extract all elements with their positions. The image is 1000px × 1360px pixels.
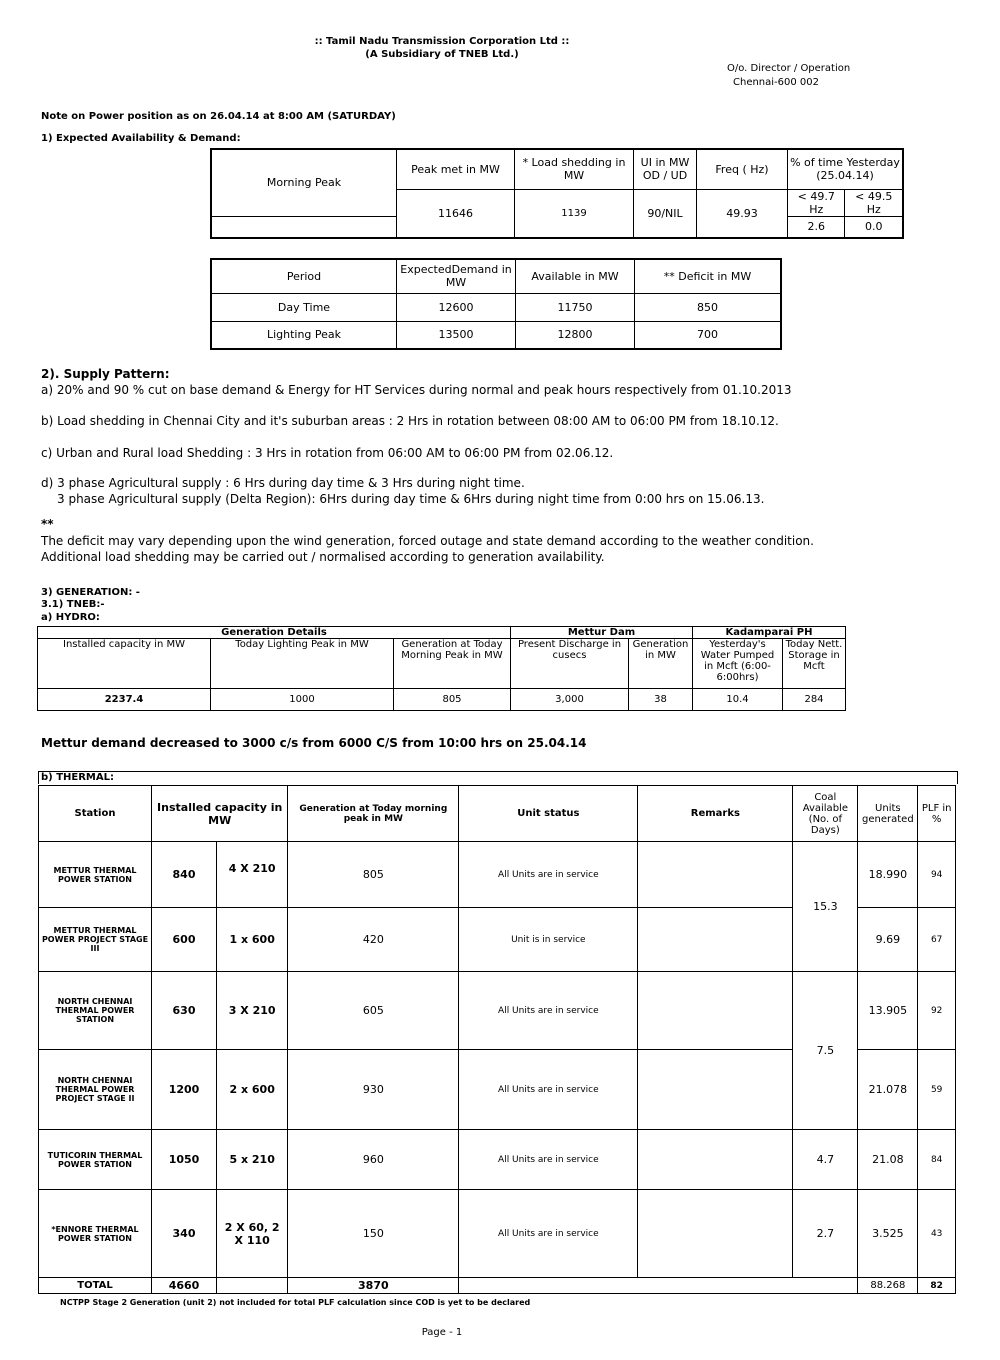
capacity-cell: 1200 bbox=[152, 1050, 217, 1130]
mettur-dam-header: Mettur Dam bbox=[511, 627, 693, 639]
capacity-cell: 1050 bbox=[152, 1130, 217, 1190]
ui-header: UI in MW OD / UD bbox=[634, 149, 697, 189]
morning-gen-header: Generation at Today Morning Peak in MW bbox=[394, 639, 511, 689]
expected-cell: 12600 bbox=[397, 293, 516, 321]
generation-header: Generation at Today morning peak in MW bbox=[288, 786, 459, 842]
deficit-stars: ** bbox=[41, 517, 54, 531]
capacity-cell: 630 bbox=[152, 972, 217, 1050]
deficit-note: The deficit may vary depending upon the wind generation, forced outage and state demand according to the weather condition. Additional load shedding may be carried out / normalised according to generation availability. bbox=[41, 534, 814, 564]
morning-gen-value: 805 bbox=[394, 689, 511, 711]
below-495-value: 0.0 bbox=[845, 216, 903, 238]
units-cell: 9.69 bbox=[858, 908, 918, 972]
total-label: TOTAL bbox=[39, 1278, 152, 1294]
hydro-title: a) HYDRO: bbox=[41, 612, 100, 623]
peak-met-value: 11646 bbox=[397, 189, 515, 238]
peak-met-header: Peak met in MW bbox=[397, 149, 515, 189]
config-cell: 3 X 210 bbox=[217, 972, 288, 1050]
units-cell: 13.905 bbox=[858, 972, 918, 1050]
org-title: :: Tamil Nadu Transmission Corporation Ltd :: bbox=[314, 36, 570, 47]
units-cell: 21.08 bbox=[858, 1130, 918, 1190]
supply-pattern-title: 2). Supply Pattern: bbox=[41, 367, 170, 381]
units-cell: 18.990 bbox=[858, 842, 918, 908]
plf-header: PLF in % bbox=[918, 786, 956, 842]
station-name: METTUR THERMAL POWER STATION bbox=[39, 842, 152, 908]
units-cell: 21.078 bbox=[858, 1050, 918, 1130]
coal-cell: 7.5 bbox=[793, 972, 858, 1130]
section-1-title: 1) Expected Availability & Demand: bbox=[41, 133, 241, 144]
mettur-gen-header: Generation in MW bbox=[629, 639, 693, 689]
unit-status-header: Unit status bbox=[459, 786, 638, 842]
remarks-cell bbox=[638, 972, 793, 1050]
supply-line-a: a) 20% and 90 % cut on base demand & Energy for HT Services during normal and peak hours respectively from 01.10.2013 bbox=[41, 383, 792, 397]
tneb-title: 3.1) TNEB:- bbox=[41, 599, 105, 610]
row-morning-peak: Morning Peak bbox=[211, 149, 397, 216]
installed-capacity-value: 2237.4 bbox=[38, 689, 211, 711]
below-495-header: < 49.5 Hz bbox=[845, 189, 903, 216]
table-row bbox=[39, 1130, 956, 1190]
water-pumped-value: 10.4 bbox=[693, 689, 783, 711]
deficit-cell: 700 bbox=[635, 321, 782, 349]
remarks-header: Remarks bbox=[638, 786, 793, 842]
station-name: NORTH CHENNAI THERMAL POWER PROJECT STAGE II bbox=[39, 1050, 152, 1130]
table-row bbox=[39, 972, 956, 1050]
freq-value: 49.93 bbox=[697, 189, 788, 238]
status-cell: All Units are in service bbox=[459, 1190, 638, 1278]
capacity-cell: 840 bbox=[152, 842, 217, 908]
generation-cell: 960 bbox=[288, 1130, 459, 1190]
office-line-1: O/o. Director / Operation bbox=[727, 63, 851, 74]
plf-cell: 94 bbox=[918, 842, 956, 908]
remarks-cell bbox=[638, 1130, 793, 1190]
supply-line-d1: d) 3 phase Agricultural supply : 6 Hrs during day time & 3 Hrs during night time. bbox=[41, 476, 525, 490]
total-row bbox=[39, 1278, 956, 1294]
station-name: *ENNORE THERMAL POWER STATION bbox=[39, 1190, 152, 1278]
plf-cell: 59 bbox=[918, 1050, 956, 1130]
expected-cell: 13500 bbox=[397, 321, 516, 349]
installed-capacity-header: Installed capacity in MW bbox=[152, 786, 288, 842]
capacity-cell: 340 bbox=[152, 1190, 217, 1278]
config-cell: 2 X 60, 2 X 110 bbox=[217, 1190, 288, 1278]
table-row bbox=[211, 293, 781, 321]
generation-cell: 805 bbox=[288, 842, 459, 908]
config-cell: 4 X 210 bbox=[217, 842, 288, 908]
available-header: Available in MW bbox=[516, 259, 635, 293]
status-cell: All Units are in service bbox=[459, 1130, 638, 1190]
coal-cell: 15.3 bbox=[793, 842, 858, 972]
freq-header: Freq ( Hz) bbox=[697, 149, 788, 189]
installed-capacity-header: Installed capacity in MW bbox=[38, 639, 211, 689]
lighting-peak-header: Today Lighting Peak in MW bbox=[211, 639, 394, 689]
config-cell: 1 x 600 bbox=[217, 908, 288, 972]
remarks-cell bbox=[638, 842, 793, 908]
available-cell: 11750 bbox=[516, 293, 635, 321]
thermal-table bbox=[38, 785, 956, 1294]
note-title: Note on Power position as on 26.04.14 at 8:00 AM (SATURDAY) bbox=[41, 111, 396, 122]
capacity-cell: 600 bbox=[152, 908, 217, 972]
load-shedding-header: * Load shedding in MW bbox=[515, 149, 634, 189]
supply-line-d2: 3 phase Agricultural supply (Delta Region): 6Hrs during day time & 6Hrs during night time from 0:00 hrs on 15.06.13. bbox=[57, 492, 765, 506]
lighting-peak-value: 1000 bbox=[211, 689, 394, 711]
below-497-header: < 49.7 Hz bbox=[788, 189, 845, 216]
table-row bbox=[211, 321, 781, 349]
deficit-cell: 850 bbox=[635, 293, 782, 321]
hydro-table bbox=[37, 626, 846, 711]
water-pumped-header: Yesterday's Water Pumped in Mcft (6:00-6:00hrs) bbox=[693, 639, 783, 689]
org-subtitle: (A Subsidiary of TNEB Ltd.) bbox=[365, 49, 519, 60]
total-units: 88.268 bbox=[858, 1278, 918, 1294]
status-cell: All Units are in service bbox=[459, 972, 638, 1050]
period-cell: Day Time bbox=[211, 293, 397, 321]
config-cell: 2 x 600 bbox=[217, 1050, 288, 1130]
total-generation: 3870 bbox=[288, 1278, 459, 1294]
thermal-title: b) THERMAL: bbox=[38, 771, 958, 784]
plf-cell: 43 bbox=[918, 1190, 956, 1278]
remarks-cell bbox=[638, 908, 793, 972]
deficit-header: ** Deficit in MW bbox=[635, 259, 782, 293]
expected-demand-header: ExpectedDemand in MW bbox=[397, 259, 516, 293]
table-row bbox=[39, 1190, 956, 1278]
total-plf: 82 bbox=[918, 1278, 956, 1294]
table-row bbox=[39, 842, 956, 908]
period-header: Period bbox=[211, 259, 397, 293]
generation-cell: 930 bbox=[288, 1050, 459, 1130]
station-header: Station bbox=[39, 786, 152, 842]
kadamparai-header: Kadamparai PH bbox=[693, 627, 846, 639]
coal-cell: 4.7 bbox=[793, 1130, 858, 1190]
remarks-cell bbox=[638, 1190, 793, 1278]
ui-value: 90/NIL bbox=[634, 189, 697, 238]
available-cell: 12800 bbox=[516, 321, 635, 349]
discharge-value: 3,000 bbox=[511, 689, 629, 711]
mettur-note: Mettur demand decreased to 3000 c/s from 6000 C/S from 10:00 hrs on 25.04.14 bbox=[41, 736, 587, 750]
units-generated-header: Units generated bbox=[858, 786, 918, 842]
config-cell: 5 x 210 bbox=[217, 1130, 288, 1190]
period-cell: Lighting Peak bbox=[211, 321, 397, 349]
plf-cell: 92 bbox=[918, 972, 956, 1050]
supply-line-b: b) Load shedding in Chennai City and it's suburban areas : 2 Hrs in rotation between 08:00 AM to 06:00 PM from 18.10.12. bbox=[41, 414, 779, 428]
units-cell: 3.525 bbox=[858, 1190, 918, 1278]
generation-cell: 605 bbox=[288, 972, 459, 1050]
generation-title: 3) GENERATION: - bbox=[41, 587, 140, 598]
plf-cell: 67 bbox=[918, 908, 956, 972]
demand-table bbox=[210, 258, 782, 350]
discharge-header: Present Discharge in cusecs bbox=[511, 639, 629, 689]
status-cell: Unit is in service bbox=[459, 908, 638, 972]
storage-header: Today Nett. Storage in Mcft bbox=[783, 639, 846, 689]
pct-time-header: % of time Yesterday (25.04.14) bbox=[788, 149, 904, 189]
storage-value: 284 bbox=[783, 689, 846, 711]
peak-table bbox=[210, 148, 904, 239]
office-line-2: Chennai-600 002 bbox=[733, 77, 820, 88]
remarks-cell bbox=[638, 1050, 793, 1130]
status-cell: All Units are in service bbox=[459, 1050, 638, 1130]
coal-header: Coal Available (No. of Days) bbox=[793, 786, 858, 842]
station-name: NORTH CHENNAI THERMAL POWER STATION bbox=[39, 972, 152, 1050]
status-cell: All Units are in service bbox=[459, 842, 638, 908]
supply-line-c: c) Urban and Rural load Shedding : 3 Hrs in rotation from 06:00 AM to 06:00 PM from 02.06.12. bbox=[41, 446, 614, 460]
load-shedding-value: 1139 bbox=[515, 189, 634, 238]
mettur-gen-value: 38 bbox=[629, 689, 693, 711]
plf-cell: 84 bbox=[918, 1130, 956, 1190]
station-name: TUTICORIN THERMAL POWER STATION bbox=[39, 1130, 152, 1190]
footnote: NCTPP Stage 2 Generation (unit 2) not included for total PLF calculation since COD is yet to be declared bbox=[60, 1298, 531, 1307]
generation-cell: 150 bbox=[288, 1190, 459, 1278]
coal-cell: 2.7 bbox=[793, 1190, 858, 1278]
generation-cell: 420 bbox=[288, 908, 459, 972]
station-name: METTUR THERMAL POWER PROJECT STAGE III bbox=[39, 908, 152, 972]
page-number: Page - 1 bbox=[421, 1327, 463, 1338]
total-capacity: 4660 bbox=[152, 1278, 217, 1294]
below-497-value: 2.6 bbox=[788, 216, 845, 238]
generation-details-header: Generation Details bbox=[38, 627, 511, 639]
